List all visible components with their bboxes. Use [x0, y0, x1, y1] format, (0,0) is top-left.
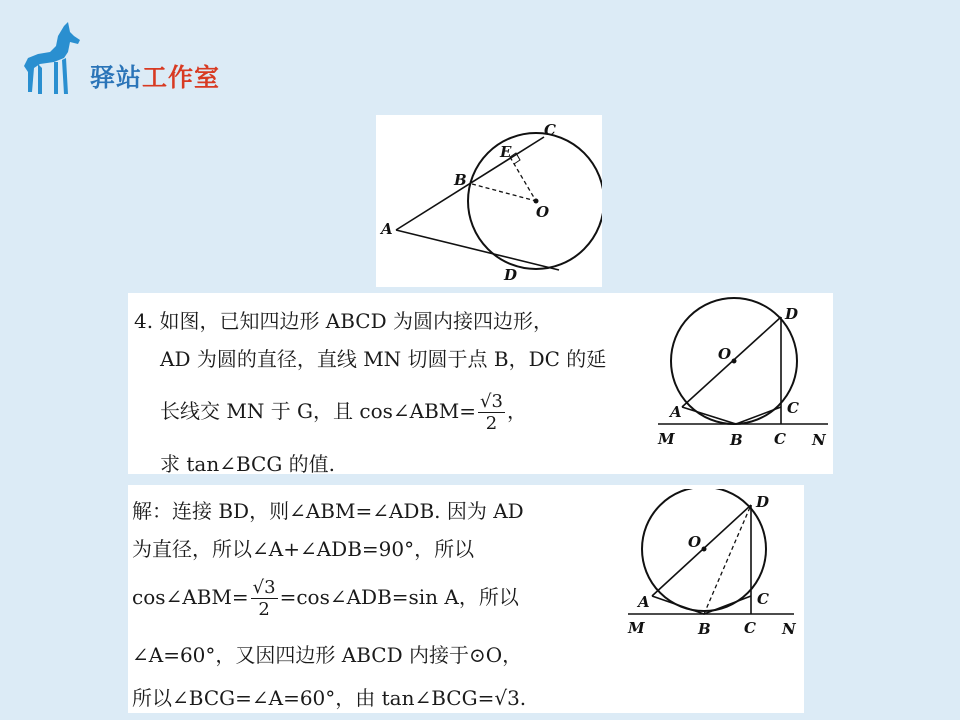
solution-center-dot	[702, 547, 707, 552]
solution-line-5: 所以∠BCG=∠A=60°，由 tan∠BCG=√3.	[132, 686, 527, 710]
solution-fraction-numerator: √3	[252, 577, 276, 598]
logo-text-red: 工作室	[142, 63, 221, 92]
label-a: A	[381, 220, 393, 238]
problem-line-1: 4. 如图，已知四边形 ABCD 为圆内接四边形，	[134, 309, 554, 333]
solution-fraction-sqrt3-over-2	[251, 577, 278, 620]
solution-line-1: 解：连接 BD，则∠ABM=∠ADB. 因为 AD	[132, 499, 524, 523]
problem-label-g: C	[774, 430, 786, 448]
solution-line-3-text: cos∠ABM=	[132, 585, 249, 609]
solution-line-4: ∠A=60°，又因四边形 ABCD 内接于⊙O，	[132, 643, 523, 667]
fraction-denominator: 2	[485, 413, 498, 434]
solution-label-o: O	[688, 533, 702, 551]
problem-label-o: O	[718, 345, 732, 363]
solution-label-g: C	[744, 619, 756, 637]
solution-panel	[128, 485, 804, 713]
problem-panel	[128, 293, 833, 474]
tangent-diagram	[376, 115, 602, 287]
problem-label-m: M	[658, 430, 675, 448]
problem-label-a: A	[670, 403, 682, 421]
label-c: C	[544, 121, 556, 139]
solution-label-a: A	[638, 593, 650, 611]
label-d: D	[504, 266, 518, 284]
problem-label-n: N	[812, 431, 826, 449]
logo-text-blue: 驿站	[90, 63, 143, 92]
problem-line-2: AD 为圆的直径，直线 MN 切圆于点 B，DC 的延	[160, 347, 607, 371]
fraction-numerator: √3	[480, 391, 503, 412]
solution-label-d: D	[756, 493, 770, 511]
solution-fraction-denominator: 2	[258, 599, 270, 620]
problem-figure	[648, 297, 833, 471]
problem-line-3-tail: ，	[506, 399, 527, 423]
dashed-line-bo	[472, 184, 536, 201]
solution-line-3-tail: =cos∠ADB=sin A，所以	[279, 585, 519, 609]
solution-line-3	[132, 577, 519, 620]
figure-tangent-circle	[376, 115, 602, 287]
solution-line-2: 为直径，所以∠A+∠ADB=90°，所以	[132, 537, 475, 561]
problem-center-dot	[732, 359, 737, 364]
solution-label-n: N	[782, 620, 796, 638]
label-o: O	[536, 203, 550, 221]
problem-line-4: 求 tan∠BCG 的值.	[160, 452, 336, 476]
dog-logo-icon	[24, 22, 94, 102]
problem-label-d: D	[785, 305, 799, 323]
diameter-ad	[682, 317, 781, 407]
problem-label-c: C	[787, 399, 799, 417]
solution-label-c: C	[757, 590, 769, 608]
problem-line-3-text: 长线交 MN 于 G，且 cos∠ABM=	[160, 399, 477, 423]
label-e: E	[500, 143, 512, 161]
problem-label-b: B	[730, 431, 743, 449]
solution-label-m: M	[628, 619, 645, 637]
problem-line-3	[160, 391, 527, 434]
logo-text	[90, 58, 220, 94]
solution-figure	[622, 489, 802, 649]
label-b: B	[454, 171, 467, 189]
solution-label-b: B	[698, 620, 711, 638]
solution-diameter-ad	[652, 505, 751, 596]
fraction-sqrt3-over-2	[478, 391, 505, 434]
